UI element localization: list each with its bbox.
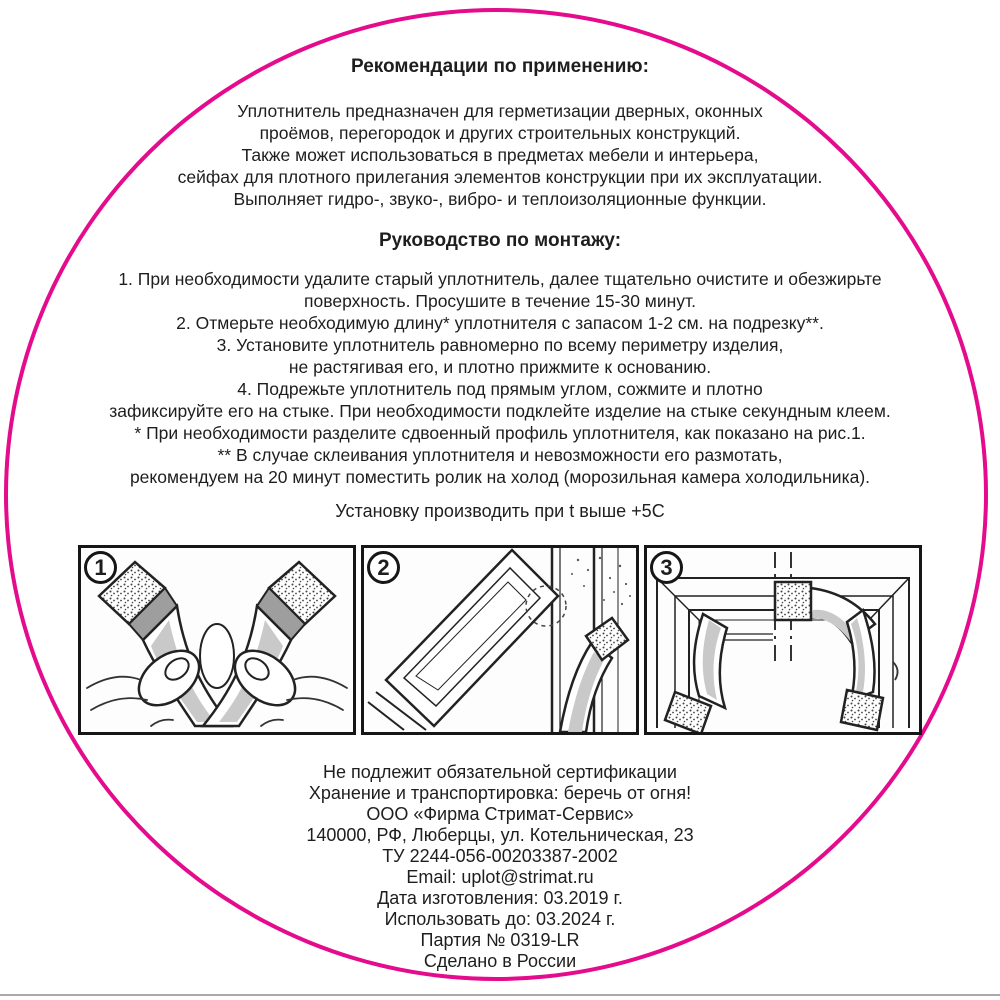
figure-number: 2: [377, 554, 390, 580]
manufacture-date: Дата изготовления: 03.2019 г.: [377, 888, 623, 908]
figure-panel-1: [78, 545, 356, 735]
speckle-dots: [571, 557, 631, 605]
figure-number: 3: [660, 554, 673, 580]
figure-2-number-badge: [367, 551, 400, 584]
email: Email: uplot@strimat.ru: [406, 867, 594, 887]
center-finger: [200, 624, 234, 688]
text-line: Уплотнитель предназначен для герметизации дверных, оконных: [237, 101, 763, 121]
text-line: поверхность. Просушите в течение 15-30 минут.: [304, 291, 696, 311]
figure-panel-3: [644, 545, 922, 735]
figure-number: 1: [94, 554, 107, 580]
text-line: 2. Отмерьте необходимую длину* уплотнителя с запасом 1-2 см. на подрезку**.: [176, 313, 824, 333]
storage-note: Хранение и транспортировка: беречь от огня!: [308, 783, 692, 803]
text-line: проёмов, перегородок и других строительных конструкций.: [259, 123, 741, 143]
use-by-date: Использовать до: 03.2024 г.: [384, 909, 616, 929]
recommendations-title: Рекомендации по применению:: [351, 56, 649, 77]
made-in: Сделано в России: [423, 951, 577, 971]
figure-panel-2: [361, 545, 639, 735]
tu-number: ТУ 2244-056-00203387-2002: [382, 846, 618, 866]
right-seal-strip: [841, 610, 898, 730]
figure-2-illustration: [364, 548, 636, 732]
text-line: 3. Установите уплотнитель равномерно по всему периметру изделия,: [216, 335, 784, 355]
text-line: * При необходимости разделите сдвоенный профиль уплотнителя, как показано на рис.1.: [134, 423, 866, 443]
batch-number: Партия № 0319-LR: [420, 930, 580, 950]
text-line: рекомендуем на 20 минут поместить ролик на холод (морозильная камера холодильника).: [129, 467, 871, 487]
company-name: ООО «Фирма Стримат-Сервис»: [366, 804, 634, 824]
text-line: 4. Подрежьте уплотнитель под прямым углом, сожмите и плотно: [237, 379, 763, 399]
temperature-note: Установку производить при t выше +5С: [335, 501, 665, 521]
footer-text: [0, 762, 1000, 972]
bottom-edge-line: [0, 994, 1000, 996]
text-line: сейфах для плотного прилегания элементов конструкции при их эксплуатации.: [177, 167, 823, 187]
recommendations-text: [0, 100, 1000, 210]
installation-text: [0, 268, 1000, 488]
figure-1-number-badge: [84, 551, 117, 584]
figure-3-number-badge: [650, 551, 683, 584]
certification-note: Не подлежит обязательной сертификации: [323, 762, 677, 782]
installation-title: Руководство по монтажу:: [378, 230, 622, 251]
text-line: Также может использоваться в предметах мебели и интерьера,: [241, 145, 759, 165]
text-line: 1. При необходимости удалите старый уплотнитель, далее тщательно очистите и обезжирьте: [118, 269, 882, 289]
text-line: не растягивая его, и плотно прижмите к основанию.: [288, 357, 712, 377]
figure-panels: [0, 545, 1000, 735]
company-address: 140000, РФ, Люберцы, ул. Котельническая, 23: [306, 825, 694, 845]
text-line: ** В случае склеивания уплотнителя и невозможности его размотать,: [217, 445, 783, 465]
text-line: зафиксируйте его на стыке. При необходимости подклейте изделие на стыке секундным клеем.: [109, 401, 891, 421]
text-line: Выполняет гидро-, звуко-, вибро- и теплоизоляционные функции.: [233, 189, 767, 209]
figure-3-illustration: [647, 548, 919, 732]
figure-1-illustration: [81, 548, 353, 732]
